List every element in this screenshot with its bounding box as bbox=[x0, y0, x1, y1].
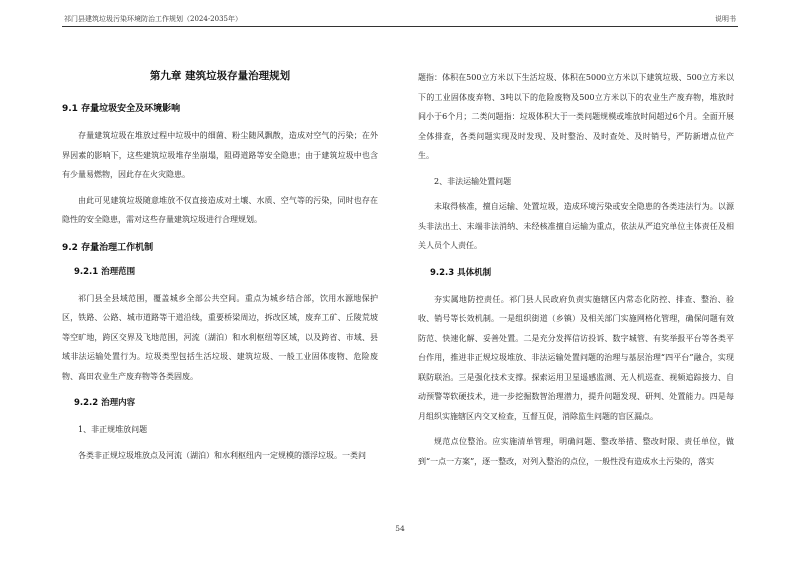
running-header-section: 说明书 bbox=[715, 15, 736, 23]
left-column bbox=[62, 68, 378, 471]
header-rule bbox=[62, 26, 738, 27]
running-header-title: 祁门县建筑垃圾污染环境防治工作规划（2024-2035年） bbox=[64, 15, 242, 23]
page-number: 54 bbox=[395, 524, 405, 533]
section-9-1-paragraph-1: 存量建筑垃圾在堆放过程中垃圾中的细菌、粉尘随风飘散，造成对空气的污染；在外界因素的影响下，这些建筑垃圾堆存坐崩塌，阻碍道路等安全隐患；由于建筑垃圾中也含有少量易燃物，因此存在火灾隐患。 bbox=[62, 131, 378, 179]
item-2-paragraph: 未取得核准，擅自运输、处置垃圾，造成环境污染或安全隐患的各类违法行为。以源头非法出土、末端非法消纳、未经核准擅自运输为重点，依法从严追究单位主体责任及相关人员个人责任。 bbox=[418, 202, 734, 250]
section-9-2-1-paragraph: 祁门县全县域范围，覆盖城乡全部公共空间。重点为城乡结合部，饮用水源地保护区，铁路、公路、城市道路等干道沿线，重要桥梁周边，拆改区域，废弃工矿、丘陵荒坡等空旷地，跨区交界及飞地范围，河流（湖泊）和水利枢纽等区域，以及跨省、市域、县域非法运输处置行为。垃圾类型包括生活垃圾、建筑垃圾、一般工业固体废物、危险废物、高田农业生产废弃物等各类固废。 bbox=[62, 293, 378, 381]
right-column bbox=[418, 68, 734, 477]
section-9-1-heading: 9.1 存量垃圾安全及环境影响 bbox=[62, 104, 181, 114]
item-2-heading: 2、非法运输处置问题 bbox=[434, 176, 512, 186]
item-1-paragraph: 各类非正规垃圾堆放点及河流（湖泊）和水利枢纽内一定规模的漂浮垃圾。一类问 bbox=[78, 450, 366, 460]
section-9-2-3-paragraph-1: 夯实属地防控责任。祁门县人民政府负责实施辖区内常态化防控、排查、整治、验收、销号等长效机制。一是组织街道（乡镇）及相关部门实施网格化管理，确保问题有效防范、快速化解、妥善处置。二是充分发挥信访投诉、数字城管、有奖举报平台等各类平台作用，推进非正规垃圾堆放、非法运输处置问题的治理与基层治理“四平台”融合，实现联防联治。三是强化技术支撑。探索运用卫星遥感监测、无人机巡查、视频追踪接力、自动预警等软硬技术，进一步挖掘数智治理潜力，提升问题发现、研判、处置能力。四是每月组织实施辖区内交叉检查，互督互促，消除监生问题的盲区漏点。 bbox=[418, 294, 734, 421]
section-9-2-1-heading: 9.2.1 治理范围 bbox=[74, 266, 136, 277]
section-9-2-3-paragraph-2: 规范点位整治。应实施清单管理，明确问题、整改举措、整改时限、责任单位，做到“一点一方案”，逐一整改，对列入整治的点位，一般性没有造成水土污染的，落实 bbox=[418, 437, 734, 466]
item-1-paragraph-continued: 题指：体积在500立方米以下生活垃圾、体积在5000立方米以下建筑垃圾、500立方米以下的工业固体废弃物、3吨以下的危险废物及500立方米以下的农业生产废弃物，堆放时间小于6个月；二类问题指：垃圾体积大于一类问题规模或堆放时间超过6个月。全面开展全体排查，各类问题实现及时发现、及时整治、及时查处、及时销号，严防新增点位产生。 bbox=[418, 73, 734, 160]
section-9-2-heading: 9.2 存量治理工作机制 bbox=[62, 242, 154, 253]
section-9-2-3-heading: 9.2.3 具体机制 bbox=[430, 267, 492, 278]
chapter-title: 第九章 建筑垃圾存量治理规划 bbox=[149, 70, 291, 82]
section-9-1-paragraph-2: 由此可见建筑垃圾随意堆放不仅直接造成对土壤、水质、空气等的污染，同时也存在隐性的安全隐患，需对这些存量建筑垃圾进行合理规划。 bbox=[62, 195, 378, 224]
section-9-2-2-heading: 9.2.2 治理内容 bbox=[74, 398, 136, 408]
item-1-heading: 1、非正规堆放问题 bbox=[78, 425, 148, 434]
